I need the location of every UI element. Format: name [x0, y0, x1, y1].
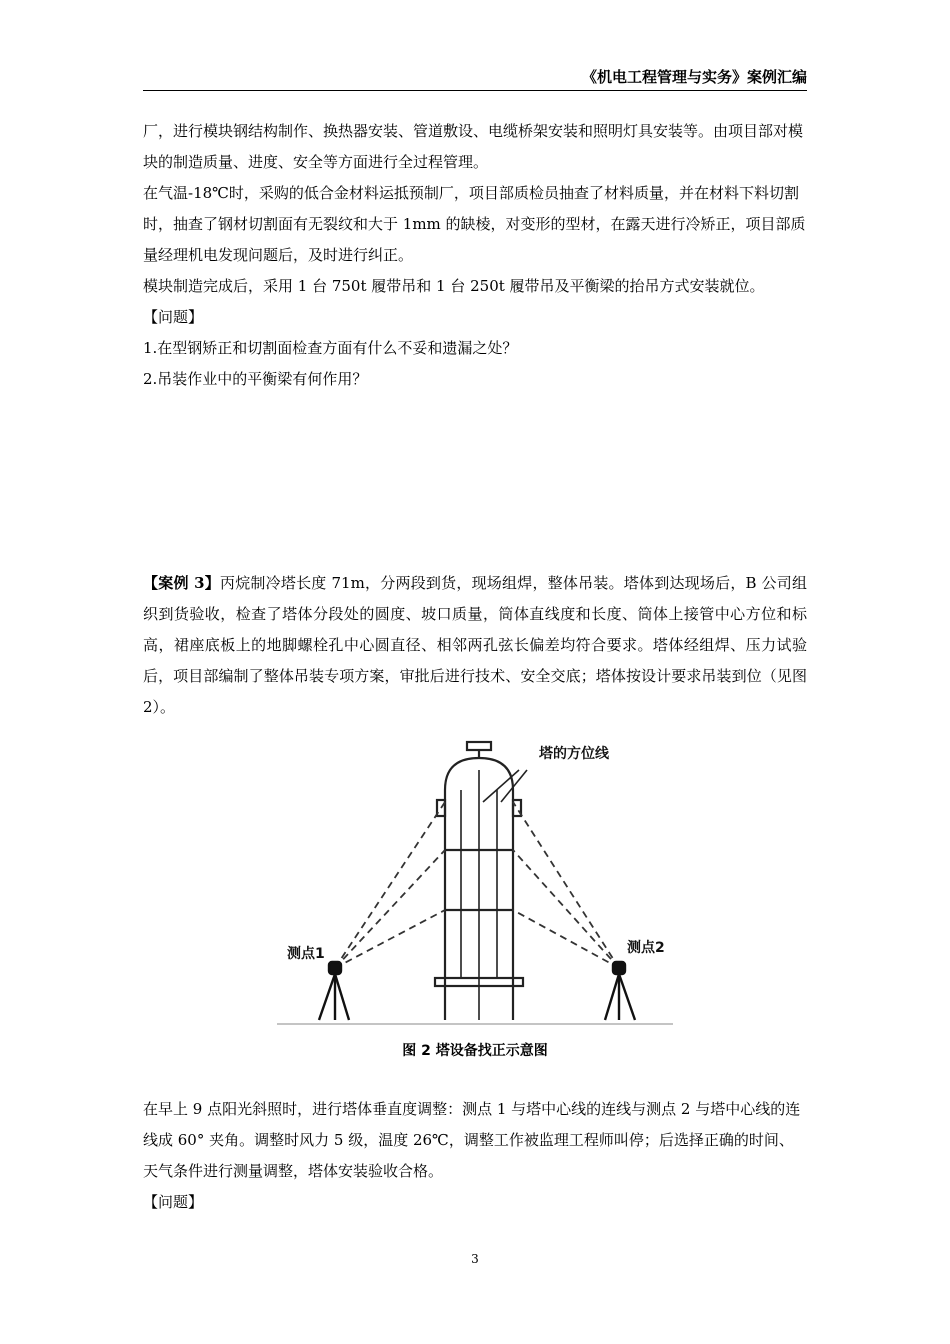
header-title: 《机电工程管理与实务》案例汇编 [581, 68, 807, 86]
top-nozzle [467, 742, 491, 750]
tower-diagram [277, 730, 673, 1026]
case-text: 丙烷制冷塔长度 71m，分两段到货，现场组焊，整体吊装。塔体到达现场后，B 公司组织到货验收，检查了塔体分段处的圆度、坡口质量，筒体直线度和长度、筒体上接管中心方位和标高，裙座底板上的地脚螺栓孔中心圆直径、相邻两孔弦长偏差均符合要求。塔体经组焊、压力试验后，项目部编制了整体吊装专项方案，审批后进行技术、安全交底；塔体按设计要求吊装到位（见图 2）。 [143, 574, 807, 716]
page-header [143, 66, 807, 91]
paragraph: 模块制造完成后，采用 1 台 750t 履带吊和 1 台 250t 履带吊及平衡梁的抬吊方式安装就位。 [143, 277, 765, 295]
sight-line [513, 802, 619, 968]
page-number: 3 [471, 1252, 479, 1266]
top-paragraphs [143, 116, 807, 302]
sight-line [335, 802, 445, 968]
tower-alignment-figure [277, 730, 673, 1026]
paragraph: 在气温-18℃时，采购的低合金材料运抵预制厂，项目部质检员抽查了材料质量，并在材料下料切割时，抽查了钢材切割面有无裂纹和大于 1mm 的缺棱，对变形的型材，在露天进行冷矫正，项目部质量经理机电发现问题后，及时进行纠正。 [143, 184, 806, 264]
question-item: 2.吊装作业中的平衡梁有何作用？ [143, 370, 368, 388]
sight-line [513, 910, 619, 968]
paragraph: 在早上 9 点阳光斜照时，进行塔体垂直度调整：测点 1 与塔中心线的连线与测点 2 与塔中心线的连线成 60° 夹角。调整时风力 5 级，温度 26℃，调整工作被监理工程师叫停；后选择正确的时间、天气条件进行测量调整，塔体安装验收合格。 [143, 1100, 801, 1180]
figure-caption: 图 2 塔设备找正示意图 [402, 1043, 548, 1059]
paragraph: 厂，进行模块钢结构制作、换热器安装、管道敷设、电缆桥架安装和照明灯具安装等。由项目部对模块的制造质量、进度、安全等方面进行全过程管理。 [143, 122, 804, 171]
question-heading: 【问题】 [143, 308, 204, 326]
tripod-2 [605, 962, 635, 1020]
sight-line [335, 850, 445, 968]
case-label: 【案例 3】 [143, 574, 220, 592]
case-3-paragraph [143, 568, 807, 723]
label-point-2: 测点2 [627, 940, 665, 956]
question-item: 1.在型钢矫正和切割面检查方面有什么不妥和遗漏之处？ [143, 339, 518, 357]
sight-line [513, 850, 619, 968]
label-point-1: 测点1 [287, 946, 325, 962]
bottom-paragraph [143, 1094, 807, 1187]
question-heading: 【问题】 [143, 1193, 204, 1211]
sight-line [335, 910, 445, 968]
label-tower-line: 塔的方位线 [539, 746, 609, 762]
tripod-1 [319, 962, 349, 1020]
